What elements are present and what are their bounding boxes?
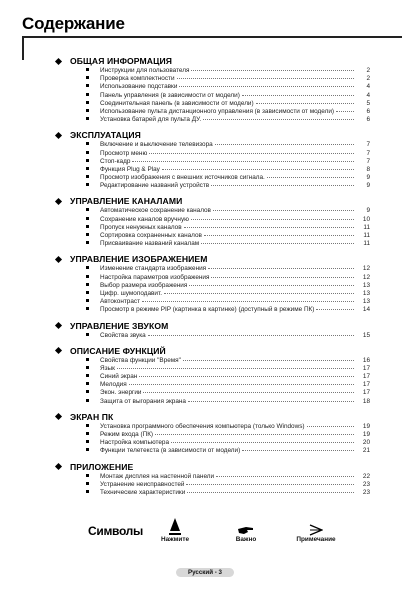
square-bullet-icon — [86, 151, 89, 154]
square-bullet-icon — [86, 275, 89, 278]
entry-label: Включение и выключение телевизора — [100, 141, 213, 149]
toc-entry — [86, 100, 370, 108]
toc-section — [55, 411, 370, 456]
dot-leader — [256, 103, 354, 104]
toc-entry — [86, 274, 370, 282]
entry-label: Сохранение каналов вручную — [100, 215, 189, 223]
entry-page-number: 19 — [362, 422, 370, 430]
dot-leader — [203, 119, 354, 120]
square-bullet-icon — [86, 390, 89, 393]
square-bullet-icon — [86, 432, 89, 435]
entry-label: Стоп-кадр — [100, 157, 131, 165]
entry-label: Настройка компьютера — [100, 439, 170, 447]
entry-label: Просмотр изображения с внешних источников сигнала. — [100, 174, 265, 182]
dot-leader — [171, 442, 354, 443]
entry-label: Цифр. шумоподавит. — [100, 289, 162, 297]
toc-entry — [86, 232, 370, 240]
dot-leader — [191, 219, 354, 220]
section-heading — [55, 345, 370, 357]
important-label: Важно — [235, 536, 257, 543]
section-title: УПРАВЛЕНИЕ ИЗОБРАЖЕНИЕМ — [70, 254, 208, 265]
title-rule — [22, 36, 402, 38]
toc-entry — [86, 447, 370, 455]
toc-entry — [86, 108, 370, 116]
entry-label: Автоматическое сохранение каналов — [100, 207, 211, 215]
dot-leader — [188, 401, 354, 402]
toc-entry — [86, 365, 370, 373]
dot-leader — [267, 177, 354, 178]
square-bullet-icon — [86, 490, 89, 493]
section-title: УПРАВЛЕНИЕ ЗВУКОМ — [70, 320, 169, 331]
entry-page-number: 14 — [362, 306, 370, 314]
entry-label: Панель управления (в зависимости от модели) — [100, 91, 240, 99]
entry-page-number: 15 — [362, 331, 370, 339]
dot-leader — [148, 335, 354, 336]
dot-leader — [155, 434, 354, 435]
entry-page-number: 12 — [362, 265, 370, 273]
dot-leader — [211, 185, 354, 186]
dot-leader — [242, 95, 354, 96]
toc-entry — [86, 282, 370, 290]
toc-entry — [86, 439, 370, 447]
entry-page-number: 9 — [366, 207, 370, 215]
dot-leader — [179, 86, 354, 87]
toc-entry — [86, 240, 370, 248]
toc-section — [55, 461, 370, 498]
dot-leader — [143, 392, 354, 393]
diamond-bullet-icon — [55, 57, 62, 64]
section-heading — [55, 461, 370, 473]
symbol-important — [226, 518, 266, 543]
entry-label: Использование пульта дистанционного управления (в зависимости от модели) — [100, 107, 335, 115]
square-bullet-icon — [86, 299, 89, 302]
dot-leader — [213, 210, 354, 211]
toc-entry — [86, 150, 370, 158]
toc-entry — [86, 216, 370, 224]
diamond-bullet-icon — [55, 198, 62, 205]
entry-label: Пропуск ненужных каналов — [100, 223, 182, 231]
section-heading — [55, 411, 370, 423]
square-bullet-icon — [86, 333, 89, 336]
pointing-hand-icon — [226, 518, 266, 536]
entry-page-number: 4 — [366, 91, 370, 99]
entry-label: Автоконтраст — [100, 298, 141, 306]
entry-page-number: 7 — [366, 157, 370, 165]
square-bullet-icon — [86, 307, 89, 310]
square-bullet-icon — [86, 93, 89, 96]
entry-label: Проверка комплектности — [100, 75, 175, 83]
square-bullet-icon — [86, 109, 89, 112]
dot-leader — [208, 268, 354, 269]
square-bullet-icon — [86, 233, 89, 236]
toc-entry — [86, 92, 370, 100]
square-bullet-icon — [86, 241, 89, 244]
square-bullet-icon — [86, 76, 89, 79]
entry-label: Настройка параметров изображения — [100, 273, 210, 281]
diamond-bullet-icon — [55, 132, 62, 139]
entry-page-number: 12 — [362, 273, 370, 281]
entry-page-number: 17 — [362, 389, 370, 397]
toc-entry — [86, 141, 370, 149]
press-icon — [150, 518, 200, 536]
entry-page-number: 11 — [363, 223, 370, 231]
square-bullet-icon — [86, 84, 89, 87]
toc-entry — [86, 473, 370, 481]
entry-label: Свойства функции "Время" — [100, 356, 181, 364]
dot-leader — [242, 450, 354, 451]
entry-label: Установка программного обеспечения компьютера (только Windows) — [100, 422, 305, 430]
entry-page-number: 23 — [362, 480, 370, 488]
entry-page-number: 16 — [362, 356, 370, 364]
dot-leader — [149, 153, 354, 154]
page-number-badge: Русский - 3 — [176, 568, 234, 577]
entry-label: Просмотр в режиме PIP (картинка в картинке) (доступный в режиме ПК) — [100, 306, 315, 314]
dot-leader — [129, 384, 354, 385]
dot-leader — [183, 360, 354, 361]
entry-label: Установка батарей для пульта ДУ. — [100, 116, 202, 124]
square-bullet-icon — [86, 175, 89, 178]
toc-entry — [86, 265, 370, 273]
diamond-bullet-icon — [55, 256, 62, 263]
dot-leader — [191, 70, 354, 71]
dot-leader — [162, 169, 354, 170]
section-heading — [55, 129, 370, 141]
section-heading — [55, 55, 370, 67]
entry-page-number: 6 — [366, 116, 370, 124]
dot-leader — [211, 277, 354, 278]
square-bullet-icon — [86, 366, 89, 369]
square-bullet-icon — [86, 101, 89, 104]
square-bullet-icon — [86, 117, 89, 120]
dot-leader — [336, 111, 354, 112]
square-bullet-icon — [86, 167, 89, 170]
toc-entry — [86, 182, 370, 190]
dot-leader — [189, 285, 354, 286]
toc-section — [55, 55, 370, 124]
entry-page-number: 11 — [363, 240, 370, 248]
dot-leader — [184, 227, 354, 228]
entry-page-number: 4 — [366, 83, 370, 91]
square-bullet-icon — [86, 374, 89, 377]
entry-label: Выбор размера изображения — [100, 281, 188, 289]
title-block — [22, 14, 402, 34]
square-bullet-icon — [86, 159, 89, 162]
square-bullet-icon — [86, 291, 89, 294]
note-arrow-icon — [286, 518, 346, 536]
toc-entry — [86, 207, 370, 215]
entry-label: Технические характеристики — [100, 488, 186, 496]
toc-entry — [86, 373, 370, 381]
entry-label: Экон. энергии — [100, 389, 142, 397]
toc-entry — [86, 332, 370, 340]
dot-leader — [177, 78, 354, 79]
entry-label: Монтаж дисплея на настенной панели — [100, 472, 215, 480]
symbol-note — [286, 518, 346, 543]
toc-section — [55, 345, 370, 406]
entry-page-number: 23 — [362, 488, 370, 496]
section-title: ОПИСАНИЕ ФУНКЦИЙ — [70, 345, 166, 356]
entry-label: Соединительная панель (в зависимости от модели) — [100, 99, 254, 107]
entry-page-number: 17 — [362, 373, 370, 381]
diamond-bullet-icon — [55, 322, 62, 329]
entry-label: Функция Plug & Play — [100, 165, 160, 173]
square-bullet-icon — [86, 382, 89, 385]
toc-entry — [86, 306, 370, 314]
entry-page-number: 17 — [362, 364, 370, 372]
square-bullet-icon — [86, 399, 89, 402]
entry-page-number: 22 — [362, 472, 370, 480]
toc-entry — [86, 83, 370, 91]
toc-entry — [86, 67, 370, 75]
dot-leader — [216, 476, 354, 477]
entry-page-number: 18 — [362, 397, 370, 405]
toc-entry — [86, 224, 370, 232]
entry-page-number: 17 — [362, 381, 370, 389]
dot-leader — [187, 492, 354, 493]
square-bullet-icon — [86, 424, 89, 427]
section-title: ЭКРАН ПК — [70, 411, 114, 422]
toc-entry — [86, 75, 370, 83]
title-bracket — [22, 38, 24, 60]
square-bullet-icon — [86, 266, 89, 269]
dot-leader — [142, 301, 354, 302]
toc-entry — [86, 489, 370, 497]
symbols-title: Символы — [88, 524, 143, 538]
entry-page-number: 11 — [363, 232, 370, 239]
entry-page-number: 2 — [366, 75, 370, 83]
toc-entry — [86, 389, 370, 397]
toc-section — [55, 129, 370, 190]
entry-label: Защита от выгорания экрана — [100, 397, 186, 405]
toc-section — [55, 320, 370, 340]
entry-page-number: 8 — [366, 165, 370, 173]
diamond-bullet-icon — [55, 463, 62, 470]
toc-entry — [86, 398, 370, 406]
table-of-contents — [55, 55, 370, 502]
entry-label: Язык — [100, 364, 115, 372]
square-bullet-icon — [86, 142, 89, 145]
entry-page-number: 20 — [362, 439, 370, 447]
symbol-press — [150, 518, 200, 543]
toc-entry — [86, 431, 370, 439]
entry-label: Мелодия — [100, 381, 127, 389]
section-title: ПРИЛОЖЕНИЕ — [70, 461, 134, 472]
entry-label: Использование подставки — [100, 83, 178, 91]
toc-entry — [86, 158, 370, 166]
entry-page-number: 13 — [362, 289, 370, 297]
square-bullet-icon — [86, 68, 89, 71]
entry-page-number: 2 — [366, 67, 370, 74]
square-bullet-icon — [86, 283, 89, 286]
dot-leader — [307, 426, 354, 427]
entry-label: Синий экран — [100, 373, 138, 381]
entry-page-number: 10 — [362, 215, 370, 223]
dot-leader — [316, 309, 354, 310]
entry-label: Редактирование названий устройств — [100, 182, 210, 190]
diamond-bullet-icon — [55, 347, 62, 354]
toc-entry — [86, 116, 370, 124]
square-bullet-icon — [86, 183, 89, 186]
square-bullet-icon — [86, 474, 89, 477]
square-bullet-icon — [86, 208, 89, 211]
entry-page-number: 13 — [362, 298, 370, 306]
section-heading — [55, 253, 370, 265]
entry-page-number: 13 — [362, 281, 370, 289]
section-title: УПРАВЛЕНИЕ КАНАЛАМИ — [70, 196, 183, 207]
section-heading — [55, 195, 370, 207]
toc-entry — [86, 423, 370, 431]
entry-page-number: 6 — [366, 107, 370, 115]
press-label: Нажмите — [160, 536, 190, 543]
toc-entry — [86, 166, 370, 174]
toc-entry — [86, 481, 370, 489]
entry-label: Функции телетекста (в зависимости от модели) — [100, 447, 241, 455]
entry-page-number: 9 — [366, 182, 370, 190]
square-bullet-icon — [86, 482, 89, 485]
entry-label: Свойства звука — [100, 331, 146, 339]
dot-leader — [201, 243, 354, 244]
entry-page-number: 7 — [366, 141, 370, 149]
symbols-legend — [88, 518, 378, 558]
entry-page-number: 21 — [362, 447, 370, 455]
dot-leader — [186, 484, 354, 485]
entry-page-number: 19 — [362, 431, 370, 438]
entry-page-number: 5 — [366, 99, 370, 107]
entry-page-number: 7 — [366, 149, 370, 157]
entry-page-number: 9 — [366, 174, 370, 182]
square-bullet-icon — [86, 217, 89, 220]
entry-label: Режим входа (ПК) — [100, 431, 154, 438]
section-title: ОБЩАЯ ИНФОРМАЦИЯ — [70, 56, 173, 66]
entry-label: Изменение стандарта изображения — [100, 265, 207, 273]
section-title: ЭКСПЛУАТАЦИЯ — [70, 130, 141, 141]
dot-leader — [215, 144, 354, 145]
entry-label: Инструкции для пользователя — [100, 67, 190, 74]
square-bullet-icon — [86, 440, 89, 443]
entry-label: Просмотр меню — [100, 149, 148, 157]
dot-leader — [204, 235, 354, 236]
entry-label: Устранение неисправностей — [100, 480, 185, 488]
square-bullet-icon — [86, 448, 89, 451]
entry-label: Сортировка сохраненных каналов — [100, 232, 202, 239]
toc-entry — [86, 357, 370, 365]
toc-entry — [86, 381, 370, 389]
toc-section — [55, 195, 370, 248]
diamond-bullet-icon — [55, 413, 62, 420]
dot-leader — [164, 293, 354, 294]
square-bullet-icon — [86, 358, 89, 361]
dot-leader — [117, 368, 354, 369]
section-heading — [55, 320, 370, 332]
page-title: Содержание — [22, 14, 125, 33]
dot-leader — [139, 376, 354, 377]
note-label: Примечание — [296, 536, 336, 543]
toc-entry — [86, 290, 370, 298]
dot-leader — [132, 161, 354, 162]
entry-label: Присваивание названий каналам — [100, 240, 200, 248]
square-bullet-icon — [86, 225, 89, 228]
toc-section — [55, 253, 370, 314]
